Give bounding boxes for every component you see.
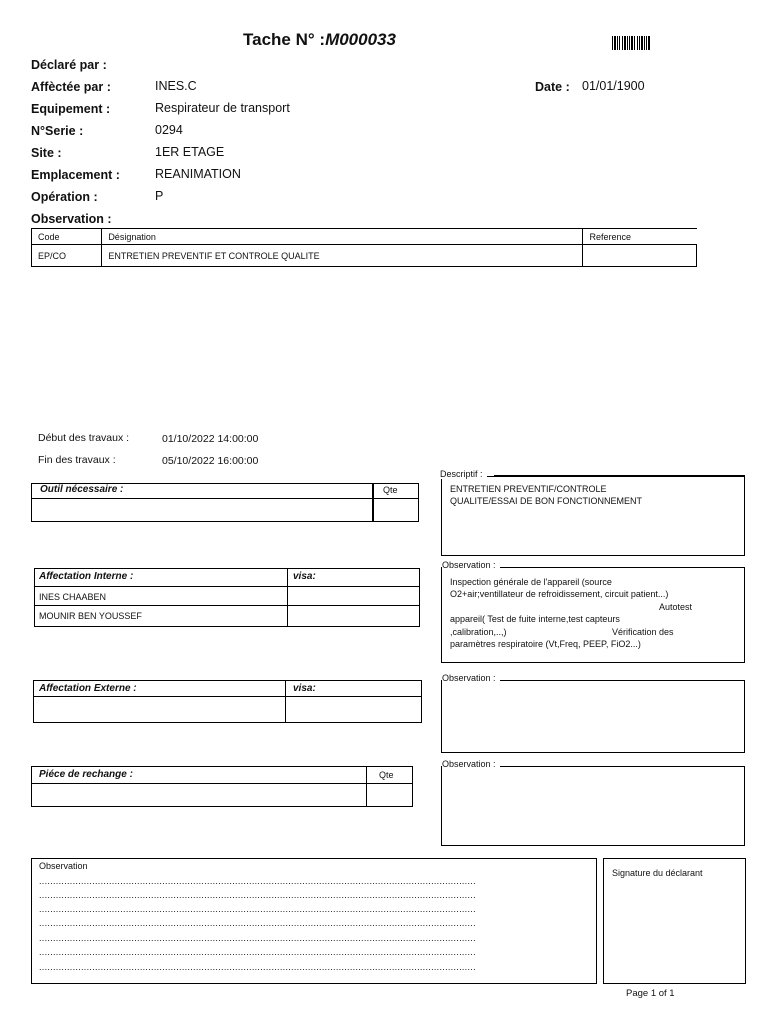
site-label: Site : — [31, 146, 62, 160]
table-row — [32, 245, 697, 267]
observation-label: Observation : — [31, 212, 112, 226]
signature-label: Signature du déclarant — [612, 868, 703, 878]
piece-rechange-title: Piéce de rechange : — [39, 769, 133, 780]
dotted-line: ............................................................................................................................................................ — [39, 933, 476, 943]
outil-qte-header — [372, 483, 419, 499]
bottom-observation-label: Observation — [39, 861, 88, 871]
serie-value: 0294 — [155, 123, 183, 137]
emplacement-value: REANIMATION — [155, 167, 241, 181]
affectation-externe-visa: visa: — [293, 683, 316, 694]
fin-travaux-label: Fin des travaux : — [38, 454, 116, 466]
observation-1-line-2: O2+air;ventillateur de refroidissement, circuit patient...) — [450, 589, 669, 599]
outil-input-cell[interactable] — [31, 498, 374, 522]
observation-1-line-3: Autotest — [659, 602, 693, 612]
dotted-line: ............................................................................................................................................................ — [39, 962, 476, 972]
dotted-line: ............................................................................................................................................................ — [39, 904, 476, 914]
operation-label: Opération : — [31, 190, 98, 204]
col-designation-header: Désignation — [102, 229, 583, 245]
affectee-par-value: INES.C — [155, 79, 197, 93]
dotted-line: ............................................................................................................................................................ — [39, 918, 476, 928]
descriptif-line-2: QUALITE/ESSAI DE BON FONCTIONNEMENT — [450, 496, 643, 506]
task-title-prefix: Tache N° : — [243, 30, 326, 49]
observation-1-line-5: ,calibration,..,) — [450, 627, 507, 637]
dotted-line: ............................................................................................................................................................ — [39, 890, 476, 900]
affectation-interne-row-1: INES CHAABEN — [39, 592, 107, 602]
col-reference-header: Reference — [583, 229, 697, 245]
operations-table — [31, 228, 697, 267]
col-code-header: Code — [32, 229, 102, 245]
observation-1-legend: Observation : — [442, 560, 500, 570]
affectation-externe-title: Affectation Externe : — [39, 683, 137, 694]
equipement-value: Respirateur de transport — [155, 101, 290, 115]
serie-label: N°Serie : — [31, 124, 84, 138]
observation-3-legend: Observation : — [442, 759, 500, 769]
observation-2-legend: Observation : — [442, 673, 500, 683]
observation-1-line-4: appareil( Test de fuite interne,test capteurs — [450, 614, 620, 624]
debut-travaux-label: Début des travaux : — [38, 432, 130, 444]
fin-travaux-value: 05/10/2022 16:00:00 — [162, 455, 259, 467]
task-number: M000033 — [325, 30, 396, 49]
observation-1-line-6: Vérification des — [612, 627, 674, 637]
outil-title: Outil nécessaire : — [40, 484, 124, 495]
observation-1-line-1: Inspection générale de l'appareil (source — [450, 577, 612, 587]
descriptif-legend: Descriptif : — [440, 469, 487, 479]
debut-travaux-value: 01/10/2022 14:00:00 — [162, 433, 259, 445]
affectation-interne-visa: visa: — [293, 571, 316, 582]
row-reference — [583, 245, 697, 267]
operation-value: P — [155, 189, 164, 203]
affectation-interne-row-2: MOUNIR BEN YOUSSEF — [39, 611, 142, 621]
date-label: Date : — [535, 80, 570, 94]
site-value: 1ER ETAGE — [155, 145, 225, 159]
dotted-line: ............................................................................................................................................................ — [39, 947, 476, 957]
page-number: Page 1 of 1 — [626, 988, 675, 999]
declare-par-label: Déclaré par : — [31, 58, 107, 72]
emplacement-label: Emplacement : — [31, 168, 120, 182]
table-header-row — [32, 229, 697, 245]
observation-1-line-7: paramètres respiratoire (Vt,Freq, PEEP, FiO2...) — [450, 639, 641, 649]
descriptif-line-1: ENTRETIEN PREVENTIF/CONTROLE — [450, 484, 607, 494]
equipement-label: Equipement : — [31, 102, 111, 116]
outil-header — [31, 483, 374, 499]
piece-qte-label: Qte — [379, 770, 394, 780]
observation-2-box — [441, 680, 745, 753]
outil-qte-cell[interactable] — [372, 498, 419, 522]
row-code: EP/CO — [32, 245, 102, 267]
dotted-line: ............................................................................................................................................................ — [39, 876, 476, 886]
affectee-par-label: Affèctée par : — [31, 80, 111, 94]
outil-qte-label: Qte — [383, 485, 398, 495]
task-title — [243, 30, 396, 50]
date-value: 01/01/1900 — [582, 79, 645, 93]
affectation-interne-title: Affectation Interne : — [39, 571, 134, 582]
observation-3-box — [441, 766, 745, 846]
barcode-icon — [612, 36, 652, 50]
row-designation: ENTRETIEN PREVENTIF ET CONTROLE QUALITE — [102, 245, 583, 267]
